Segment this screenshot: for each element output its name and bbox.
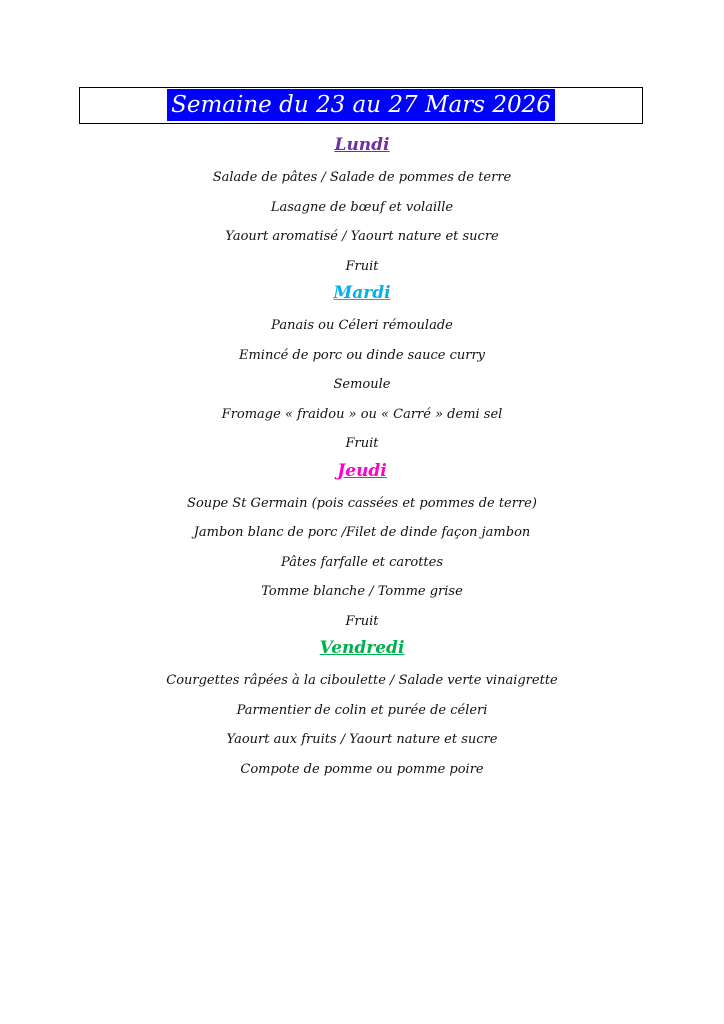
day-heading-lundi: Lundi bbox=[334, 135, 390, 155]
dish-item: Courgettes râpées à la ciboulette / Salade verte vinaigrette bbox=[166, 673, 558, 688]
dish-item: Fromage « fraidou » ou « Carré » demi sel bbox=[221, 406, 503, 422]
day-section-lundi bbox=[0, 133, 724, 281]
day-heading-jeudi: Jeudi bbox=[337, 460, 387, 481]
dish-item: Soupe St Germain (pois cassées et pommes de terre) bbox=[187, 495, 537, 511]
dish-item: Yaourt aromatisé / Yaourt nature et sucre bbox=[225, 229, 499, 244]
dish-item: Fruit bbox=[345, 613, 379, 629]
dish-item: Salade de pâtes / Salade de pommes de terre bbox=[212, 170, 512, 185]
dish-item: Tomme blanche / Tomme grise bbox=[261, 584, 463, 599]
dish-item: Emincé de porc ou dinde sauce curry bbox=[238, 347, 486, 363]
day-heading-vendredi: Vendredi bbox=[319, 638, 405, 658]
day-section-vendredi bbox=[0, 636, 724, 784]
dish-item: Jambon blanc de porc /Filet de dinde façon jambon bbox=[193, 525, 531, 540]
dish-item: Fruit bbox=[345, 436, 379, 451]
dish-item: Parmentier de colin et purée de céleri bbox=[236, 702, 488, 718]
day-section-jeudi bbox=[0, 459, 724, 637]
dish-item: Panais ou Céleri rémoulade bbox=[271, 318, 453, 333]
day-heading-mardi: Mardi bbox=[333, 283, 391, 303]
dish-item: Yaourt aux fruits / Yaourt nature et sucre bbox=[226, 732, 498, 747]
weekly-menu bbox=[0, 133, 724, 784]
day-section-mardi bbox=[0, 281, 724, 459]
dish-item: Fruit bbox=[345, 258, 379, 274]
dish-item: Pâtes farfalle et carottes bbox=[280, 554, 444, 570]
dish-item: Lasagne de bœuf et volaille bbox=[270, 199, 454, 215]
dish-item: Compote de pomme ou pomme poire bbox=[240, 761, 484, 777]
page-title: Semaine du 23 au 27 Mars 2026 bbox=[167, 89, 555, 121]
dish-item: Semoule bbox=[333, 377, 391, 392]
title-box bbox=[79, 87, 643, 124]
